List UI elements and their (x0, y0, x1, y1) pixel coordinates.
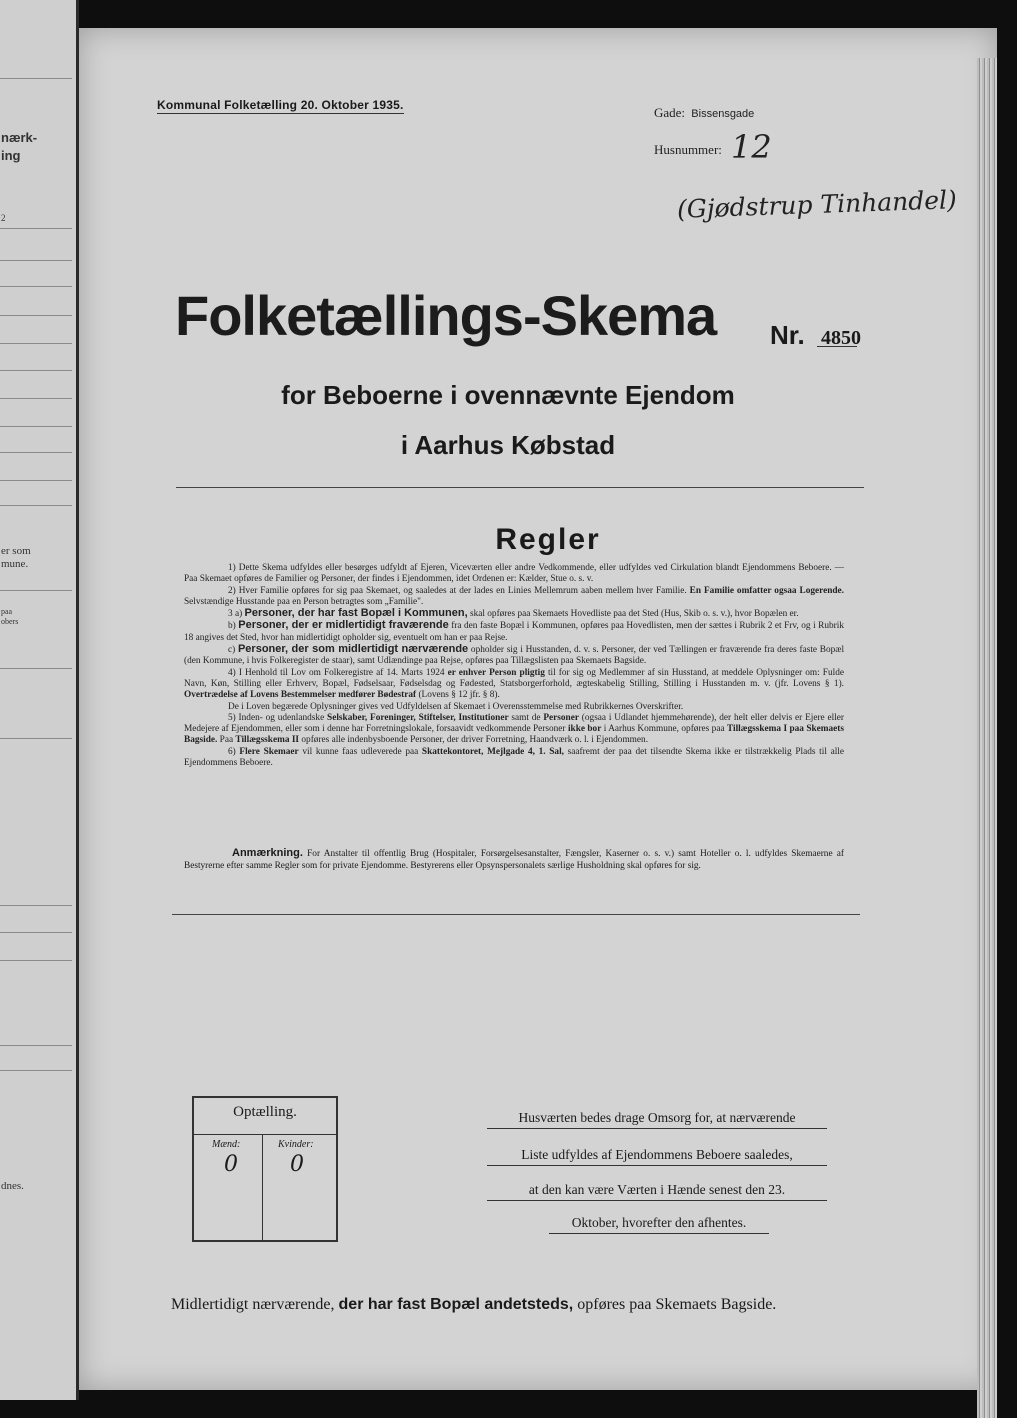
remark-section (184, 848, 844, 872)
divider (0, 343, 72, 344)
divider (0, 590, 72, 591)
previous-page-fragment: ing (1, 148, 21, 163)
count-title: Optælling. (233, 1104, 297, 1120)
remark-text: For Anstalter til offentlig Brug (Hospitaler, Forsørgelsesanstalter, Fængsler, Kaserner o. s. v.) samt Hoteller o. l. udfyldes Skemaerne af Bestyrerne efter samme Regler som for private Ejendomme. Bestyrerens eller Opsynspersonalets særlige Husholdning skal opføres for sig. (184, 849, 844, 871)
previous-page-fragment: paa (1, 607, 13, 616)
rule-3a: 3 a) Personer, der har fast Bopæl i Kommunen, skal opføres paa Skemaets Hovedliste paa det Sted (Hus, Skib o. s. v.), hvor Bopælen er. (228, 607, 799, 620)
divider (0, 260, 72, 261)
rule-3c: c) Personer, der som midlertidigt nærværende opholder sig i Husstanden, d. v. s. Personer, der ved Tællingen er fraværende fra deres faste Bopæl (den Kommune, i hvis Folkeregister de staar), samt Udlændinge paa Rejse, opføres paa Tillægslisten paa Skemaets Bagside. (184, 643, 845, 667)
house-number-value: 12 (731, 128, 772, 166)
form-subtitle: for Beboerne i ovennævnte Ejendom (281, 380, 735, 410)
form-subtitle-city: i Aarhus Købstad (400, 430, 616, 460)
rule-4: 4) I Henhold til Lov om Folkeregistre af 14. Marts 1924 er enhver Person pligtig til for sig og Medlemmer af sin Husstand, at meddele Oplysninger om: Fulde Navn, Køn, Stilling eller Erhverv, Bopæl, Fødselsaar, Fødselsdag og Fødested, Statsborgerforhold, ægteskabelig Stilling, Stilling i Husstanden m. v. (jfr. Lovens § 1). Overtrædelse af Lovens Bestemmelser medfører Bødestraf (Lovens § 12 jfr. § 8). (184, 667, 844, 701)
divider (0, 505, 72, 506)
count-divider (194, 1134, 336, 1135)
census-title: Kommunal Folketælling 20. Oktober 1935. (157, 98, 404, 112)
house-number-field (654, 142, 722, 158)
remark-divider (172, 914, 860, 915)
rule-2: 2) Hver Familie opføres for sig paa Skemaet, og saaledes at der lades en Linies Mellemrum aaben mellem hver Familie. En Familie omfatter ogsaa Logerende. Selvstændige Husstande paa en Person betragtes som „Familie". (184, 585, 844, 607)
divider (0, 315, 72, 316)
street-value: Bissensgade (691, 108, 755, 120)
landlord-notice-line-1: Husværten bedes drage Omsorg for, at nærværende (487, 1110, 827, 1129)
rule-3b: b) Personer, der er midlertidigt fraværende fra den faste Bopæl i Kommunen, opføres paa Hovedlisten, men der sættes i Rubrik 2 et Frv, og i Rubrik 18 angives det Sted, hvor han midlertidigt opholder sig, eventuelt om han er paa Rejse. (184, 619, 844, 643)
remark-heading: Anmærkning. (232, 847, 303, 859)
divider (0, 960, 72, 961)
previous-page-fragment: 2 (1, 213, 6, 223)
divider (0, 932, 72, 933)
women-label: Kvinder: (278, 1139, 314, 1150)
stacked-page-edges (977, 58, 997, 1418)
divider (0, 228, 72, 229)
divider (0, 1045, 72, 1046)
rule-1: 1) Dette Skema udfyldes eller besørges udfyldt af Ejeren, Viceværten eller andre Vedkommende, eller udfyldes ved Cirkulation blandt Ejendommens Beboere. — Paa Skemaet opføres de Familier og Personer, der findes i Ejendommen, idet Ordenen er: Kælder, Stue o. s. v. (184, 563, 844, 585)
divider (0, 78, 72, 79)
landlord-notice-line-3: at den kan være Værten i Hænde senest den 23. (487, 1182, 827, 1201)
women-count: 0 (290, 1152, 304, 1177)
form-number-value: 4850 (821, 327, 861, 349)
rule-4-note: De i Loven begærede Oplysninger gives ved Udfyldelsen af Skemaet i Overensstemmelse med Rubrikkernes Overskrifter. (228, 701, 684, 712)
street-label: Gade: (654, 105, 686, 120)
previous-page-strip (0, 0, 79, 1400)
form-number-label: Nr. (770, 320, 805, 350)
count-box (192, 1096, 338, 1242)
divider (0, 738, 72, 739)
rule-5: 5) Inden- og udenlandske Selskaber, Foreninger, Stiftelser, Institutioner samt de Personer (ogsaa i Udlandet hjemmehørende), der helt eller delvis er Ejere eller Medejere af Ejendommen, eller som i denne har Forretningslokale, forsaavidt vedkommende Personer ikke bor i Aarhus Kommune, opføres paa Tillægsskema I paa Skemaets Bagside. Paa Tillægsskema II opføres alle indenbysboende Personer, der driver Forretning, Haandværk o. l. i Ejendommen. (184, 712, 845, 746)
form-title: Folketællings-Skema (175, 284, 717, 347)
house-number-label: Husnummer: (654, 142, 722, 157)
handwritten-note: (Gjødstrup Tinhandel) (676, 185, 958, 224)
count-column-divider (262, 1134, 263, 1240)
divider (0, 480, 72, 481)
divider (0, 905, 72, 906)
street-field (654, 105, 754, 121)
divider (0, 426, 72, 427)
divider (0, 286, 72, 287)
previous-page-fragment: dnes. (1, 1180, 24, 1192)
rules-text (184, 563, 844, 769)
rules-heading: Regler (495, 523, 601, 556)
rule-6: 6) Flere Skemaer vil kunne faas udleverede paa Skattekontoret, Mejlgade 4, 1. Sal, saafremt der paa det tilsendte Skema ikke er tilstrækkelig Plads til alle Ejendommens Beboere. (184, 746, 844, 769)
men-label: Mænd: (212, 1139, 241, 1150)
title-divider (176, 487, 864, 488)
previous-page-fragment: obers (1, 617, 19, 626)
census-form-page (79, 28, 997, 1390)
previous-page-fragment: er som (1, 545, 31, 557)
divider (0, 1070, 72, 1071)
landlord-notice-line-4: Oktober, hvorefter den afhentes. (549, 1215, 769, 1234)
previous-page-fragment: mune. (1, 558, 29, 570)
men-count: 0 (224, 1152, 238, 1177)
landlord-notice-line-2: Liste udfyldes af Ejendommens Beboere saaledes, (487, 1147, 827, 1166)
previous-page-fragment: nærk- (1, 130, 38, 145)
divider (0, 370, 72, 371)
footer-instruction: Midlertidigt nærværende, der har fast Bopæl andetsteds, opføres paa Skemaets Bagside. (171, 1296, 777, 1313)
divider (0, 668, 72, 669)
